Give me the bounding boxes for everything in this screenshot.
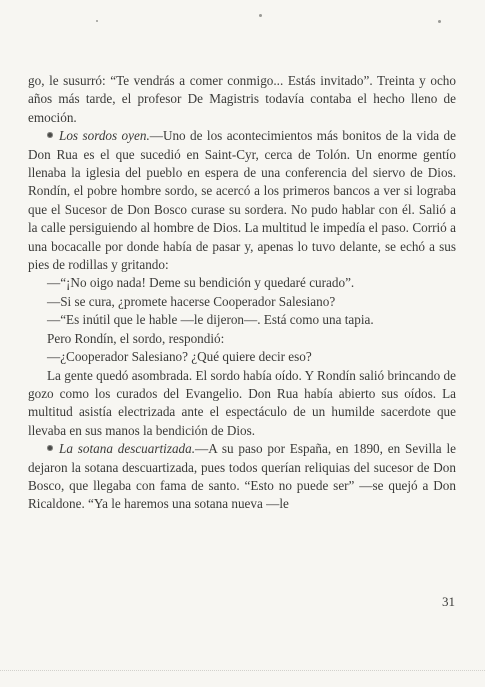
paragraph (28, 440, 456, 514)
page-number: 31 (442, 594, 455, 609)
print-speck (438, 20, 441, 23)
bullet-icon (47, 132, 53, 138)
paragraph-text: —“¡No oigo nada! Deme su bendición y quedaré curado”. (47, 275, 355, 291)
paragraph-text: La gente quedó asombrada. El sordo había oído. Y Rondín salió brincando de gozo como los curados del Evangelio. Don Rua había abierto sus oídos. La multitud asistía electrizada ante el espectáculo de un humilde sacerdote que llevaba en sus manos la bendición de Dios. (28, 367, 456, 438)
bullet-icon (47, 445, 53, 451)
paragraph-text: —“Es inútil que le hable —le dijeron—. Está como una tapia. (47, 312, 374, 328)
section-heading: La sotana descuartizada. (59, 441, 196, 457)
paragraph-text: Pero Rondín, el sordo, respondió: (47, 330, 225, 346)
paragraph (28, 311, 456, 329)
paragraph-text: —Uno de los acontecimientos más bonitos de la vida de Don Rua es el que sucedió en Saint-Cyr, cerca de Tolón. Un enorme gentío llenaba la iglesia del pueblo en espera de una conferencia del siervo de Dios. Rondín, el pobre hombre sordo, se acercó a los primeros bancos a ver si lograba que el Sucesor de Don Bosco curase su sordera. No pudo hablar con él. Salió a la calle persiguiendo al hombre de Dios. La multitud le impedía el paso. Corrió a una bocacalle por donde había de pasar y, apenas lo tuvo delante, se echó a sus pies de rodillas y gritando: (28, 128, 456, 273)
section-heading: Los sordos oyen. (59, 128, 150, 144)
paragraph (28, 330, 456, 348)
paragraph (28, 72, 456, 127)
paragraph-text: —A su paso por España, en 1890, en Sevilla le dejaron la sotana descuartizada, pues todos querían reliquias del sucesor de Don Bosco, que llegaba con fama de santo. “Esto no puede ser” —se quejó a Don Ricaldone. “Ya le haremos una sotana nueva —le (28, 441, 456, 512)
print-speck (96, 20, 98, 22)
paragraph-text: —¿Cooperador Salesiano? ¿Qué quiere decir eso? (47, 349, 312, 365)
paragraph-text: —Si se cura, ¿promete hacerse Cooperador Salesiano? (47, 293, 336, 309)
paragraph (28, 274, 456, 292)
paragraph (28, 348, 456, 366)
paragraph-text: go, le susurró: “Te vendrás a comer conmigo... Estás invitado”. Treinta y ocho años más tarde, el profesor De Magistris todavía contaba el hecho lleno de emoción. (28, 73, 456, 125)
page-body (28, 72, 456, 514)
paragraph (28, 367, 456, 441)
page-edge-marks (0, 668, 485, 671)
paragraph (28, 293, 456, 311)
paragraph (28, 127, 456, 274)
print-speck (259, 14, 262, 17)
